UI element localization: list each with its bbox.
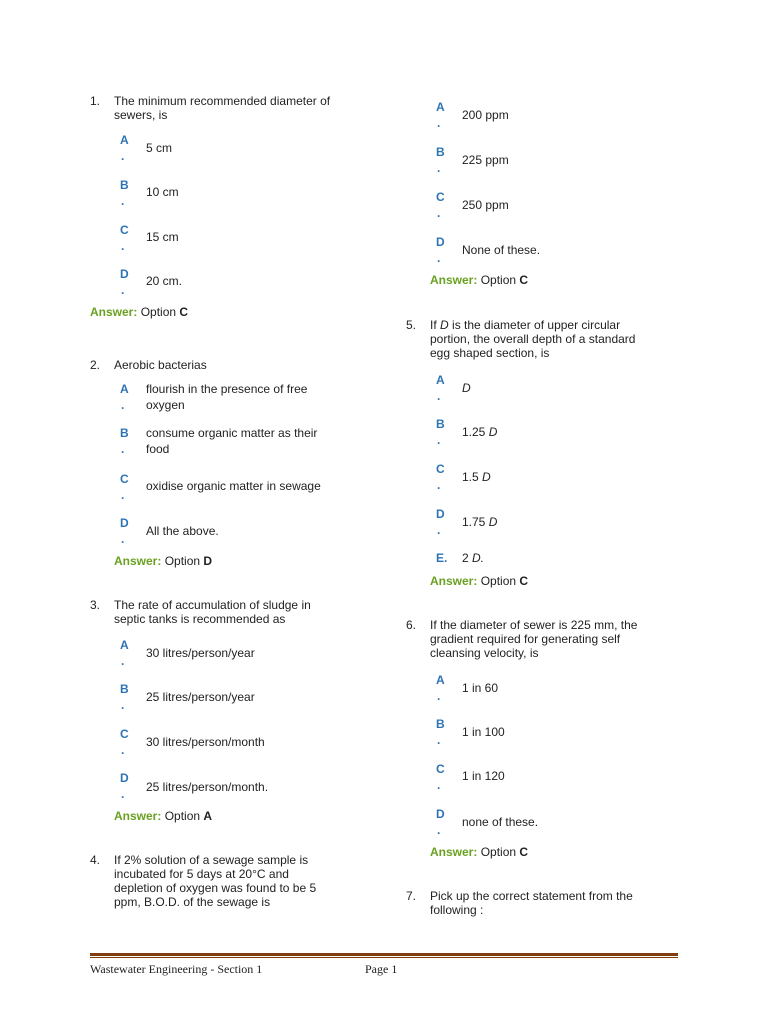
question-stem [430,618,670,660]
option-text [462,469,662,485]
footer-divider [90,957,678,958]
option-dot: . [437,206,441,220]
option-value: 2 [462,551,473,565]
option-variable: D [488,515,498,529]
option-dot: . [437,823,441,837]
stem-line: If 2% solution of a sewage sample is [114,853,309,867]
stem-line [430,318,670,332]
answer-label: Answer: [90,305,138,319]
option-letter: D [436,807,445,821]
option-letter: C [120,472,129,486]
option-letter: A [120,382,129,396]
option-text [462,550,662,566]
option-text [462,424,662,440]
question-stem [430,889,670,917]
option-text: None of these. [462,243,541,257]
stem-line: If the diameter of sewer is 225 mm, the [430,618,638,632]
option-text: 1 in 120 [462,769,505,783]
stem-line: The rate of accumulation of sludge in [114,598,311,612]
option-text [462,380,662,396]
option-dot: . [437,778,441,792]
option-letter: D [436,507,445,521]
option-variable: D [462,381,471,395]
option-letter: C [436,462,445,476]
page-number: Page 1 [365,962,398,976]
option-letter: C [436,762,445,776]
option-text: none of these. [462,815,539,829]
question-number: 5. [406,318,417,332]
option-letter: D [120,516,129,530]
option-dot: . [437,433,441,447]
option-dot: . [437,478,441,492]
answer-text: Option [480,273,517,287]
answer-label: Answer: [430,845,478,859]
option-letter: D [436,235,445,249]
option-dot: . [121,743,125,757]
answer-text: Option [480,574,517,588]
option-letter: C [436,190,445,204]
option-text: 10 cm [146,185,179,199]
answer-label: Answer: [430,273,478,287]
option-letter: D [120,771,129,785]
stem-line: Pick up the correct statement from the [430,889,633,903]
option-letter: D [120,267,129,281]
stem-text: is the diameter of upper circular [448,318,621,332]
option-text-line: consume organic matter as their [146,426,318,440]
option-dot: . [121,194,125,208]
question-number: 6. [406,618,417,632]
answer-text: Option [164,554,201,568]
question-number: 1. [90,94,101,108]
option-text-line: flourish in the presence of free [146,382,308,396]
option-text: 25 litres/person/month. [146,780,269,794]
option-text: All the above. [146,524,219,538]
option-text: 30 litres/person/year [146,646,255,660]
option-text: 30 litres/person/month [146,735,265,749]
option-letter: B [436,717,445,731]
stem-line: The minimum recommended diameter of [114,94,331,108]
option-dot: . [121,239,125,253]
answer-label: Answer: [114,809,162,823]
option-letter: B [120,178,129,192]
option-text: oxidise organic matter in sewage [146,479,321,493]
answer-line [430,573,528,589]
stem-line: Aerobic bacterias [114,358,207,372]
question-stem [114,358,354,372]
option-dot: . [437,733,441,747]
option-letter: B [120,682,129,696]
option-text: 5 cm [146,141,173,155]
option-letter: B [436,417,445,431]
stem-variable: D [440,318,449,332]
option-dot: . [121,283,125,297]
answer-letter: C [179,305,189,319]
option-text: 225 ppm [462,153,509,167]
question-number: 3. [90,598,101,612]
answer-line [90,304,188,320]
question-stem [114,853,354,909]
option-dot: . [121,398,125,412]
footer-title: Wastewater Engineering - Section 1 [90,962,263,976]
option-variable: D. [472,551,485,565]
stem-line: depletion of oxygen was found to be 5 [114,881,317,895]
option-text-line: food [146,442,170,456]
answer-label: Answer: [114,554,162,568]
stem-text: If [430,318,441,332]
answer-label: Answer: [430,574,478,588]
option-letter: C [120,727,129,741]
option-letter: A [436,100,445,114]
answer-line [430,272,528,288]
stem-line: cleansing velocity, is [430,646,539,660]
option-text: 25 litres/person/year [146,690,255,704]
option-value: 1.75 [462,515,489,529]
option-letter: C [120,223,129,237]
option-dot: . [437,389,441,403]
answer-text: Option [164,809,201,823]
question-stem [114,94,354,122]
option-letter: B [436,145,445,159]
stem-line: sewers, is [114,108,168,122]
answer-text: Option [480,845,517,859]
option-dot: . [437,116,441,130]
answer-letter: C [519,273,529,287]
option-variable: D [482,470,491,484]
answer-line [114,808,212,824]
answer-line [114,553,212,569]
option-text: 200 ppm [462,108,509,122]
option-text: 20 cm. [146,274,183,288]
option-letter: A [436,373,445,387]
answer-letter: A [203,809,213,823]
option-letter: A [120,133,129,147]
option-letter: E. [436,551,448,565]
option-letter: B [120,426,129,440]
option-value: 1.5 [462,470,483,484]
answer-letter: C [519,574,529,588]
answer-line [430,844,528,860]
option-dot: . [121,532,125,546]
option-dot: . [121,787,125,801]
option-text: 1 in 100 [462,725,505,739]
question-stem [430,318,670,360]
option-dot: . [437,251,441,265]
option-text-line: oxygen [146,398,185,412]
option-variable: D [488,425,498,439]
answer-text: Option [140,305,177,319]
option-dot: . [437,689,441,703]
option-text: 1 in 60 [462,681,499,695]
option-text: 15 cm [146,230,179,244]
answer-letter: D [203,554,213,568]
option-text [462,514,662,530]
answer-letter: C [519,845,529,859]
footer-divider [90,953,678,956]
stem-line: gradient required for generating self [430,632,621,646]
option-text: 250 ppm [462,198,509,212]
option-dot: . [121,698,125,712]
option-text [146,425,346,457]
option-letter: A [120,638,129,652]
question-number: 4. [90,853,101,867]
stem-line: incubated for 5 days at 20°C and [114,867,289,881]
option-text [146,381,346,413]
stem-line: ppm, B.O.D. of the sewage is [114,895,271,909]
option-dot: . [121,654,125,668]
option-dot: . [121,442,125,456]
option-dot: . [437,523,441,537]
question-number: 7. [406,889,417,903]
question-number: 2. [90,358,101,372]
option-dot: . [121,149,125,163]
stem-line: portion, the overall depth of a standard [430,332,636,346]
option-dot: . [121,488,125,502]
question-stem [114,598,354,626]
stem-line: septic tanks is recommended as [114,612,286,626]
option-value: 1.25 [462,425,489,439]
stem-line: following : [430,903,484,917]
option-letter: A [436,673,445,687]
stem-line: egg shaped section, is [430,346,550,360]
option-dot: . [437,161,441,175]
